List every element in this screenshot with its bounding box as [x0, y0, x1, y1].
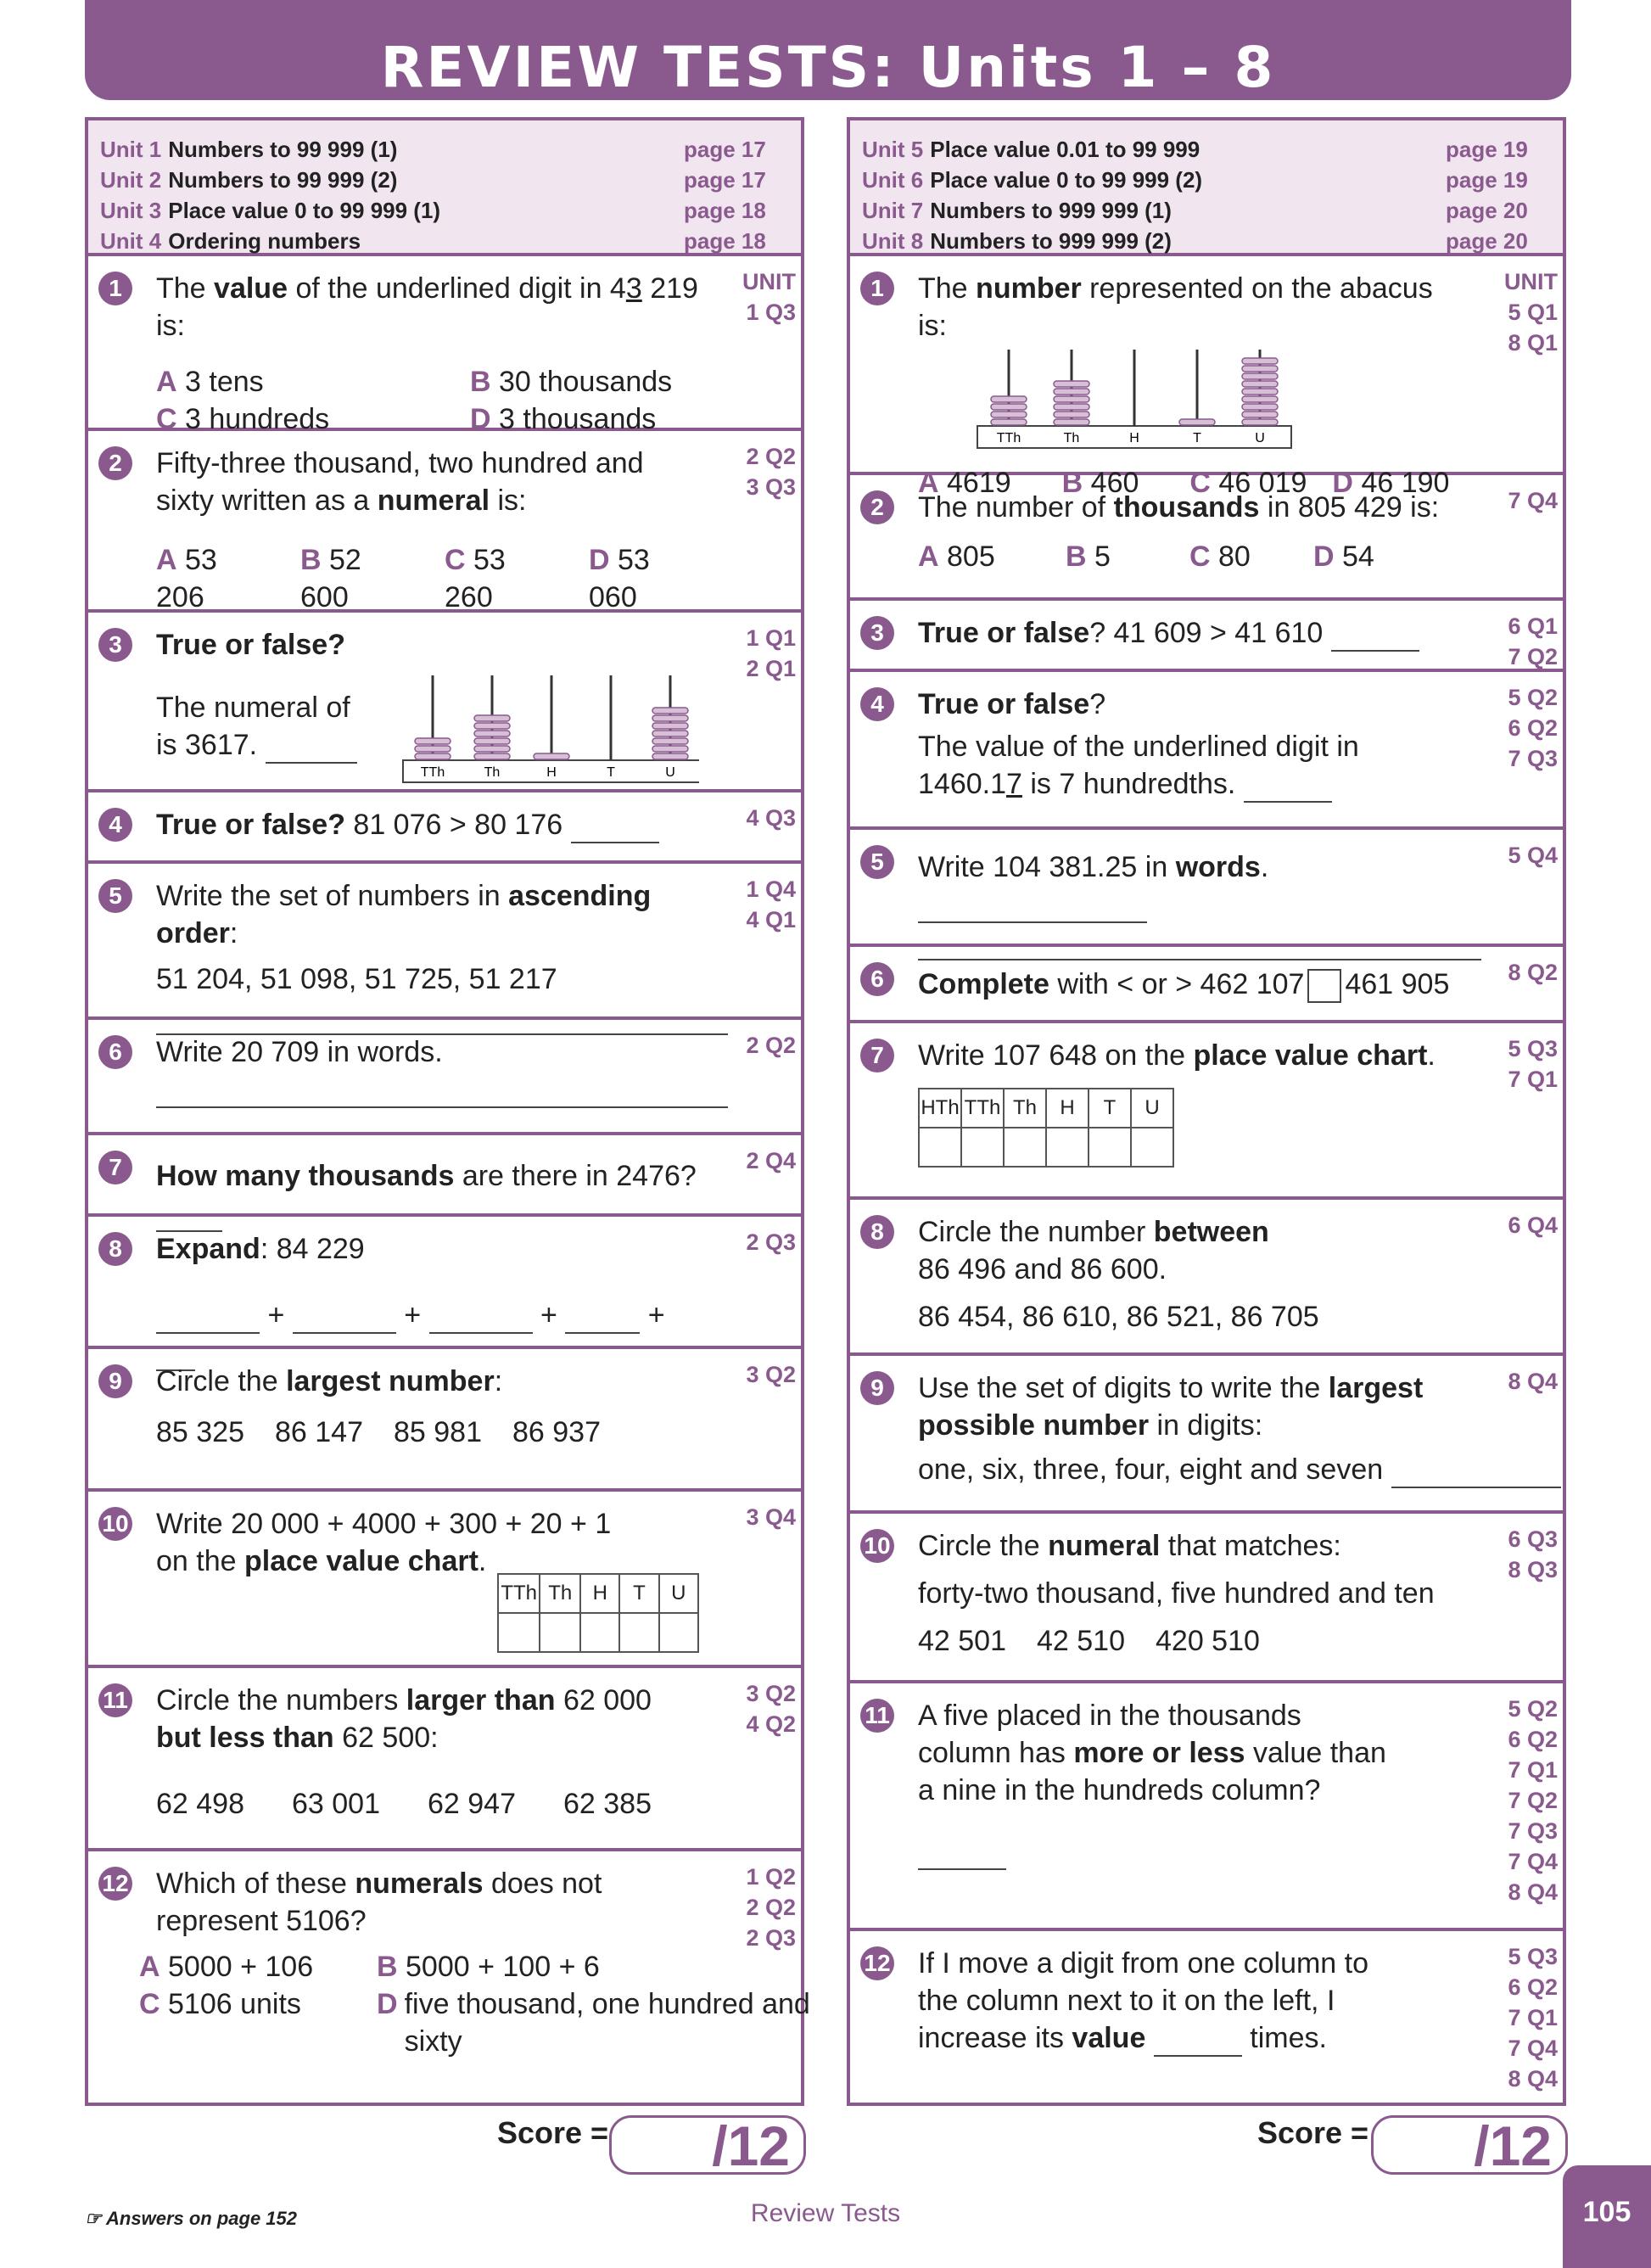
question-l9 [88, 1349, 801, 1492]
answer-line[interactable] [1154, 2030, 1242, 2057]
question-text: Circle the number between [918, 1216, 1269, 1248]
option-a[interactable]: A 3 tens [156, 366, 264, 398]
question-text: Write the set of numbers in ascending order: [156, 880, 652, 949]
circle-option[interactable]: 62 498 [156, 1788, 244, 1820]
question-number: 2 [860, 490, 894, 524]
statement-text: The numeral of [156, 692, 350, 724]
option-c[interactable]: C 53 260 [445, 544, 506, 613]
right-column [847, 117, 1566, 2106]
unit-name: Numbers to 999 999 (2) [930, 228, 1172, 254]
unit-reference: 2 Q3 [746, 1229, 796, 1255]
option-b[interactable]: B 5000 + 100 + 6 [377, 1951, 600, 1983]
question-text: True or false? 41 609 > 41 610 [918, 614, 1461, 652]
question-number: 1 [98, 272, 132, 305]
question-text: True or false? 81 076 > 80 176 [156, 806, 699, 843]
expand-blanks: + + + + [156, 1296, 699, 1371]
question-text: Circle the numeral that matches: [918, 1530, 1341, 1562]
number-list[interactable]: 86 454, 86 610, 86 521, 86 705 [918, 1301, 1319, 1333]
question-text: Complete with < or > 462 107 461 905 [918, 966, 1461, 1003]
abacus-label: Th [484, 765, 501, 780]
question-text: How many thousands are there in 2476? [156, 1157, 699, 1232]
question-text: True or false? [156, 629, 345, 661]
abacus-bead [474, 746, 510, 752]
unit-reference: 1 Q1 2 Q1 [746, 625, 796, 681]
option-b[interactable]: B 460 [1061, 467, 1139, 499]
abacus-label: T [1193, 431, 1201, 445]
question-l4 [88, 792, 801, 864]
abacus-bead [474, 738, 510, 744]
unit-reference: 6 Q1 7 Q2 [1508, 613, 1558, 669]
question-r1 [850, 256, 1563, 499]
circle-option[interactable]: 62 947 [428, 1788, 516, 1820]
question-text: Expand: 84 229 [156, 1233, 365, 1265]
unit-reference: 8 Q4 [1508, 1369, 1558, 1394]
abacus-bead [1242, 381, 1278, 387]
abacus-bead [652, 715, 688, 721]
question-l2 [88, 431, 801, 613]
question-number: 1 [860, 272, 894, 305]
question-text: Write 107 648 on the place value chart. [918, 1039, 1436, 1072]
unit-label: Unit 2 [100, 167, 162, 193]
unit-reference: 5 Q3 6 Q2 7 Q1 7 Q4 8 Q4 [1508, 1944, 1558, 2092]
left-column [85, 117, 810, 2106]
left-unit-list [88, 120, 801, 256]
question-text: Write 20 000 + 4000 + 300 + 20 + 1 [156, 1508, 612, 1540]
abacus-bead [652, 731, 688, 736]
option-b[interactable]: B 5 [1066, 540, 1111, 573]
abacus-bead [1242, 396, 1278, 402]
comparison-box[interactable] [1307, 969, 1341, 1003]
question-l11 [88, 1668, 801, 1851]
title-banner [85, 0, 1571, 100]
abacus-bead [652, 723, 688, 729]
abacus-label: Th [1063, 431, 1080, 445]
unit-row [862, 226, 1547, 256]
unit-row [100, 226, 786, 256]
unit-reference: 5 Q4 [1508, 843, 1558, 868]
question-text: Circle the numbers larger than 62 000 [156, 1684, 652, 1716]
question-number: 5 [860, 845, 894, 879]
abacus-bead [474, 753, 510, 759]
question-number: 8 [98, 1232, 132, 1266]
page-title: REVIEW TESTS: Units 1 – 8 [380, 35, 1276, 100]
abacus-bead [474, 723, 510, 729]
question-r10 [850, 1514, 1563, 1683]
option-c[interactable]: C 46 019 [1189, 467, 1307, 499]
abacus-bead [1242, 404, 1278, 410]
answer-line[interactable] [571, 816, 659, 843]
option-b[interactable]: B 52 600 [300, 544, 361, 613]
question-l6 [88, 1020, 801, 1135]
unit-page: page 19 [1446, 167, 1528, 193]
abacus-diagram [969, 344, 1300, 455]
abacus-bead [1179, 419, 1215, 425]
abacus-bead [415, 738, 451, 744]
unit-reference: 5 Q2 6 Q2 7 Q3 [1508, 685, 1558, 771]
abacus-bead [1054, 389, 1089, 395]
unit-reference: 5 Q3 7 Q1 [1508, 1036, 1558, 1092]
abacus-bead [652, 753, 688, 759]
unit-label: Unit 8 [862, 228, 924, 254]
question-r12 [850, 1931, 1563, 2106]
question-l12 [88, 1851, 810, 2092]
circle-option[interactable]: 85 325 [156, 1416, 244, 1448]
question-text: True or false? [918, 688, 1106, 720]
question-l3 [88, 613, 801, 792]
circle-option[interactable]: 86 937 [512, 1416, 601, 1448]
unit-page: page 17 [684, 167, 766, 193]
question-l10 [88, 1492, 801, 1668]
abacus-bead [652, 746, 688, 752]
abacus-bead [474, 715, 510, 721]
option-a[interactable]: A 805 [918, 540, 995, 573]
footer-title: Review Tests [750, 2199, 901, 2227]
digit-list: one, six, three, four, eight and seven [918, 1451, 1461, 1488]
question-text: The number of thousands in 805 429 is: [918, 491, 1440, 524]
abacus-diagram [395, 670, 699, 789]
abacus-bead [652, 708, 688, 714]
question-text: The number represented on the abacus is: [918, 272, 1433, 342]
abacus-bead [1242, 358, 1278, 364]
number-list [918, 1622, 1461, 1660]
number-list [156, 1785, 699, 1823]
answer-line[interactable] [918, 1843, 1006, 1870]
circle-option[interactable]: 42 501 [918, 1625, 1006, 1657]
question-text: If I move a digit from one column to the column next to it on the left, I increase its value times. [918, 1945, 1393, 2057]
question-text: Use the set of digits to write the largest possible number in digits: [918, 1372, 1424, 1442]
option-c[interactable]: C 5106 units [139, 1988, 301, 2020]
unit-page: page 18 [684, 198, 766, 223]
page-number: 105 [1563, 2165, 1651, 2268]
abacus-bead [991, 404, 1027, 410]
question-r7 [850, 1023, 1563, 1200]
question-text: but less than 62 500: [156, 1722, 439, 1754]
abacus-label: H [546, 765, 557, 780]
option-d[interactable]: D 46 190 [1332, 467, 1450, 499]
abacus-label: H [1129, 431, 1139, 445]
option-a[interactable]: A 5000 + 106 [139, 1951, 314, 1983]
number-list [156, 1414, 699, 1451]
pointing-hand-icon: ☞ [85, 2208, 102, 2229]
answers-note: ☞ Answers on page 152 [85, 2208, 298, 2229]
question-text: Write 20 709 in words. [156, 1036, 443, 1068]
unit-row [862, 195, 1547, 226]
unit-reference: 7 Q4 [1508, 488, 1558, 513]
place-value-chart[interactable]: TTh Th H T U [497, 1573, 699, 1653]
unit-label: Unit 4 [100, 228, 162, 254]
circle-option[interactable]: 420 510 [1156, 1625, 1260, 1657]
question-number: 11 [860, 1699, 894, 1733]
answer-line[interactable] [156, 1081, 728, 1108]
question-number: 5 [98, 879, 132, 913]
question-number: 12 [98, 1867, 132, 1901]
circle-option[interactable]: 63 001 [292, 1788, 380, 1820]
abacus-label: TTh [996, 431, 1021, 445]
unit-row [862, 134, 1547, 165]
unit-reference: 5 Q2 6 Q2 7 Q1 7 Q2 7 Q3 7 Q4 8 Q4 [1508, 1696, 1558, 1905]
unit-name: Numbers to 99 999 (2) [168, 167, 398, 193]
abacus-bead [1242, 373, 1278, 379]
statement-text: The value of the underlined digit in [918, 731, 1359, 763]
option-a[interactable]: A 4619 [918, 467, 1011, 499]
abacus-bead [534, 753, 569, 759]
unit-row [862, 165, 1547, 195]
option-d[interactable]: D 54 [1313, 540, 1374, 573]
question-r6 [850, 947, 1563, 1023]
question-number: 2 [98, 446, 132, 480]
question-text: on the place value chart. [156, 1545, 487, 1577]
abacus-bead [1054, 412, 1089, 417]
question-number: 7 [98, 1151, 132, 1184]
abacus-bead [991, 396, 1027, 402]
question-number: 3 [860, 616, 894, 650]
question-l1 [88, 256, 801, 435]
unit-label: Unit 6 [862, 167, 924, 193]
answer-line[interactable] [156, 1307, 260, 1334]
abacus-bead [1242, 419, 1278, 425]
abacus-bead [991, 412, 1027, 417]
question-number: 4 [98, 808, 132, 842]
unit-reference: 6 Q3 8 Q3 [1508, 1526, 1558, 1582]
answer-line[interactable] [293, 1307, 396, 1334]
statement-text: 1460.17 is 7 hundredths. [918, 765, 1461, 803]
question-number: 12 [860, 1946, 894, 1980]
score-label: Score = [497, 2115, 609, 2150]
answer-line[interactable] [565, 1307, 640, 1334]
unit-reference: 4 Q3 [746, 805, 796, 831]
question-text: Circle the largest number: [156, 1365, 503, 1397]
question-r8 [850, 1200, 1563, 1356]
abacus-bead [474, 731, 510, 736]
circle-option[interactable]: 86 147 [275, 1416, 363, 1448]
unit-name: Place value 0 to 99 999 (1) [168, 198, 441, 223]
question-number: 3 [98, 628, 132, 662]
unit-name: Place value 0.01 to 99 999 [930, 137, 1200, 162]
abacus-bead [1054, 419, 1089, 425]
circle-option[interactable]: 62 385 [563, 1788, 652, 1820]
question-number: 6 [860, 962, 894, 996]
circle-option[interactable]: 85 981 [394, 1416, 482, 1448]
unit-reference: 2 Q2 [746, 1033, 796, 1058]
question-l5 [88, 864, 801, 1020]
unit-page: page 19 [1446, 137, 1528, 162]
abacus-bead [652, 738, 688, 744]
question-body [156, 670, 699, 789]
answer-options [918, 538, 1461, 575]
unit-reference: 1 Q2 2 Q2 2 Q3 [746, 1864, 796, 1951]
score-total: /12 [1474, 2114, 1552, 2177]
unit-page: page 17 [684, 137, 766, 162]
unit-reference: 8 Q2 [1508, 960, 1558, 985]
unit-row [100, 134, 786, 165]
abacus-bead [415, 753, 451, 759]
answer-line[interactable] [1244, 776, 1332, 803]
answer-line[interactable] [1331, 624, 1419, 652]
unit-label: Unit 5 [862, 137, 924, 162]
unit-row [100, 165, 786, 195]
option-b[interactable]: B 30 thousands [470, 366, 673, 398]
question-number: 10 [860, 1529, 894, 1563]
question-number: 10 [98, 1507, 132, 1541]
abacus-bead [1054, 381, 1089, 387]
question-number: 9 [98, 1364, 132, 1398]
answer-options [139, 1948, 810, 2060]
unit-name: Ordering numbers [168, 228, 361, 254]
statement-text: is 3617. [156, 729, 258, 761]
unit-label: Unit 3 [100, 198, 162, 223]
question-text: The value of the underlined digit in 43 219 is: [156, 272, 698, 342]
abacus-bead [415, 746, 451, 752]
question-text: 86 496 and 86 600. [918, 1253, 1167, 1285]
unit-row [100, 195, 786, 226]
unit-page: page 18 [684, 228, 766, 254]
answer-options [156, 363, 699, 438]
unit-reference: UNIT 5 Q1 8 Q1 [1504, 269, 1558, 356]
question-r11 [850, 1683, 1563, 1931]
question-text: A five placed in the thousands column has more or less value than a nine in the hundreds column? [918, 1700, 1386, 1806]
question-r2 [850, 475, 1563, 601]
abacus-bead [1242, 412, 1278, 417]
unit-reference: 1 Q4 4 Q1 [746, 876, 796, 932]
place-value-chart[interactable]: HTh TTh Th H T U [918, 1088, 1174, 1168]
option-d[interactable]: D five thousand, one hundred and sixty [377, 1988, 810, 2058]
score-label: Score = [1257, 2115, 1369, 2150]
option-d[interactable]: D 3 thousands [470, 403, 657, 435]
option-c[interactable]: C 80 [1189, 540, 1251, 573]
unit-reference: 2 Q4 [746, 1148, 796, 1173]
unit-page: page 20 [1446, 228, 1528, 254]
circle-option[interactable]: 42 510 [1037, 1625, 1125, 1657]
unit-page: page 20 [1446, 198, 1528, 223]
unit-reference: 6 Q4 [1508, 1212, 1558, 1238]
score-total: /12 [712, 2114, 790, 2177]
abacus-label: U [665, 765, 675, 780]
unit-name: Numbers to 99 999 (1) [168, 137, 398, 162]
answer-line[interactable] [918, 896, 1147, 923]
abacus-bead [1054, 396, 1089, 402]
answer-line[interactable] [1391, 1461, 1561, 1488]
right-unit-list [850, 120, 1563, 256]
question-number: 4 [860, 687, 894, 721]
option-a[interactable]: A 53 206 [156, 544, 217, 613]
abacus-bead [991, 419, 1027, 425]
question-number: 7 [860, 1039, 894, 1072]
unit-reference: UNIT 1 Q3 [742, 269, 796, 325]
abacus-label: T [607, 765, 616, 780]
answer-line[interactable] [429, 1307, 533, 1334]
question-text: Fifty-three thousand, two hundred and sixty written as a numeral is: [156, 447, 644, 517]
question-r9 [850, 1356, 1563, 1514]
question-text: Which of these numerals does not represent 5106? [156, 1868, 602, 1937]
abacus-label: TTh [420, 765, 445, 780]
unit-label: Unit 7 [862, 198, 924, 223]
answer-options [156, 541, 699, 616]
question-number: 8 [860, 1215, 894, 1249]
question-text: Write 104 381.25 in words. [918, 848, 1461, 923]
abacus-label: U [1255, 431, 1265, 445]
number-list: 51 204, 51 098, 51 725, 51 217 [156, 963, 557, 995]
abacus-bead [1242, 366, 1278, 372]
abacus-bead [1242, 389, 1278, 395]
statement-text: forty-two thousand, five hundred and ten [918, 1577, 1435, 1610]
question-r3 [850, 601, 1563, 672]
question-r5 [850, 830, 1563, 947]
unit-name: Numbers to 999 999 (1) [930, 198, 1172, 223]
question-l7 [88, 1135, 801, 1217]
unit-reference: 3 Q2 [746, 1362, 796, 1387]
option-c[interactable]: C 3 hundreds [156, 403, 330, 435]
question-number: 11 [98, 1683, 132, 1717]
answer-line[interactable] [266, 736, 357, 764]
abacus-bead [1054, 404, 1089, 410]
score-box[interactable] [609, 2115, 806, 2175]
option-d[interactable]: D 53 060 [589, 544, 650, 613]
question-l8 [88, 1217, 801, 1349]
unit-reference: 2 Q2 3 Q3 [746, 444, 796, 500]
unit-reference: 3 Q4 [746, 1504, 796, 1530]
question-number: 6 [98, 1035, 132, 1069]
unit-label: Unit 1 [100, 137, 162, 162]
unit-reference: 3 Q2 4 Q2 [746, 1681, 796, 1737]
question-number: 9 [860, 1371, 894, 1405]
unit-name: Place value 0 to 99 999 (2) [930, 167, 1203, 193]
score-box[interactable] [1371, 2115, 1568, 2175]
question-r4 [850, 672, 1563, 830]
